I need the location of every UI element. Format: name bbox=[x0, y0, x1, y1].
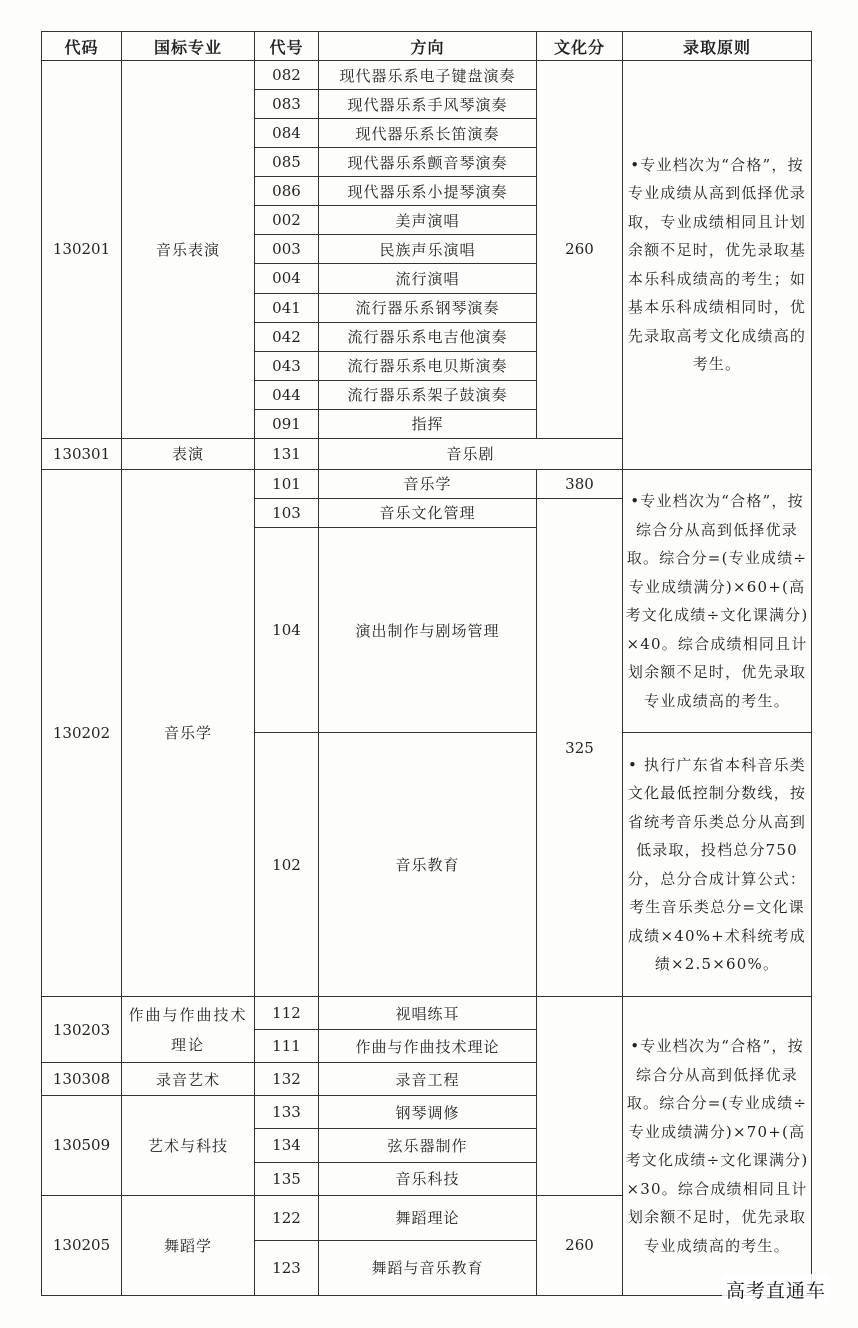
direction-code: 122 bbox=[255, 1195, 319, 1240]
header-major: 国标专业 bbox=[122, 32, 255, 61]
direction-name: 民族声乐演唱 bbox=[319, 235, 537, 264]
direction-name: 指挥 bbox=[319, 409, 537, 438]
direction-name: 流行演唱 bbox=[319, 264, 537, 293]
culture-score: 260 bbox=[537, 1195, 623, 1295]
header-direction: 方向 bbox=[319, 32, 537, 61]
direction-code: 123 bbox=[255, 1240, 319, 1295]
admission-principle: • 执行广东省本科音乐类文化最低控制分数线，按省统考音乐类总分从高到低录取，投档总分750分，总分合成计算公式：考生音乐类总分=文化课成绩×40%+术科统考成绩×2.5×60%。 bbox=[623, 733, 812, 997]
culture-score-empty bbox=[537, 997, 623, 1195]
table-row bbox=[42, 997, 812, 1030]
direction-code: 044 bbox=[255, 380, 319, 409]
table-row bbox=[42, 61, 812, 90]
major-code: 130308 bbox=[42, 1063, 122, 1096]
direction-code: 083 bbox=[255, 90, 319, 119]
direction-name: 音乐剧 bbox=[319, 438, 623, 469]
culture-score: 260 bbox=[537, 61, 623, 439]
direction-name: 流行器乐系电吉他演奏 bbox=[319, 322, 537, 351]
major-name: 作曲与作曲技术理论 bbox=[122, 997, 255, 1063]
header-row bbox=[42, 32, 812, 61]
direction-code: 042 bbox=[255, 322, 319, 351]
direction-code: 132 bbox=[255, 1063, 319, 1096]
direction-name: 音乐学 bbox=[319, 469, 537, 498]
culture-score: 380 bbox=[537, 469, 623, 498]
header-culture-score: 文化分 bbox=[537, 32, 623, 61]
major-name: 艺术与科技 bbox=[122, 1096, 255, 1195]
direction-code: 104 bbox=[255, 528, 319, 733]
direction-code: 101 bbox=[255, 469, 319, 498]
major-code: 130201 bbox=[42, 61, 122, 439]
major-code: 130202 bbox=[42, 469, 122, 996]
direction-code: 091 bbox=[255, 409, 319, 438]
major-code: 130205 bbox=[42, 1195, 122, 1295]
direction-name: 演出制作与剧场管理 bbox=[319, 528, 537, 733]
direction-code: 004 bbox=[255, 264, 319, 293]
direction-name: 现代器乐系颤音琴演奏 bbox=[319, 148, 537, 177]
direction-code: 003 bbox=[255, 235, 319, 264]
direction-code: 133 bbox=[255, 1096, 319, 1129]
culture-score: 325 bbox=[537, 498, 623, 996]
direction-name: 现代器乐系长笛演奏 bbox=[319, 119, 537, 148]
major-name: 音乐学 bbox=[122, 469, 255, 996]
direction-code: 085 bbox=[255, 148, 319, 177]
major-name: 音乐表演 bbox=[122, 61, 255, 439]
direction-name: 舞蹈理论 bbox=[319, 1195, 537, 1240]
direction-code: 134 bbox=[255, 1129, 319, 1162]
direction-name: 视唱练耳 bbox=[319, 997, 537, 1030]
watermark-text: 高考直通车 bbox=[722, 1274, 830, 1305]
direction-code: 041 bbox=[255, 293, 319, 322]
major-code: 130203 bbox=[42, 997, 122, 1063]
major-name: 表演 bbox=[122, 438, 255, 469]
table-row bbox=[42, 469, 812, 498]
major-name: 录音艺术 bbox=[122, 1063, 255, 1096]
direction-name: 现代器乐系电子键盘演奏 bbox=[319, 61, 537, 90]
direction-name: 钢琴调修 bbox=[319, 1096, 537, 1129]
direction-code: 135 bbox=[255, 1162, 319, 1195]
direction-name: 流行器乐系钢琴演奏 bbox=[319, 293, 537, 322]
header-admission-principle: 录取原则 bbox=[623, 32, 812, 61]
direction-name: 现代器乐系手风琴演奏 bbox=[319, 90, 537, 119]
major-code: 130301 bbox=[42, 438, 122, 469]
header-direction-code: 代号 bbox=[255, 32, 319, 61]
direction-name: 现代器乐系小提琴演奏 bbox=[319, 177, 537, 206]
admission-table bbox=[41, 31, 812, 1296]
admission-principle: •专业档次为“合格”，按专业成绩从高到低择优录取，专业成绩相同且计划余额不足时，优先录取基本乐科成绩高的考生；如基本乐科成绩相同时，优先录取高考文化成绩高的考生。 bbox=[623, 61, 812, 470]
direction-code: 111 bbox=[255, 1030, 319, 1063]
direction-code: 102 bbox=[255, 733, 319, 997]
admission-principle: •专业档次为“合格”，按综合分从高到低择优录取。综合分=(专业成绩÷专业成绩满分)×60+(高考文化成绩÷文化课满分)×40。综合成绩相同且计划余额不足时，优先录取专业成绩高的考生。 bbox=[623, 469, 812, 733]
major-code: 130509 bbox=[42, 1096, 122, 1195]
direction-code: 082 bbox=[255, 61, 319, 90]
direction-code: 086 bbox=[255, 177, 319, 206]
direction-name: 录音工程 bbox=[319, 1063, 537, 1096]
direction-name: 美声演唱 bbox=[319, 206, 537, 235]
direction-code: 131 bbox=[255, 438, 319, 469]
direction-name: 流行器乐系电贝斯演奏 bbox=[319, 351, 537, 380]
direction-code: 112 bbox=[255, 997, 319, 1030]
direction-name: 音乐教育 bbox=[319, 733, 537, 997]
header-code: 代码 bbox=[42, 32, 122, 61]
direction-code: 103 bbox=[255, 498, 319, 527]
direction-code: 084 bbox=[255, 119, 319, 148]
direction-code: 002 bbox=[255, 206, 319, 235]
direction-name: 流行器乐系架子鼓演奏 bbox=[319, 380, 537, 409]
direction-name: 作曲与作曲技术理论 bbox=[319, 1030, 537, 1063]
admission-principle: •专业档次为“合格”，按综合分从高到低择优录取。综合分=(专业成绩÷专业成绩满分)×70+(高考文化成绩÷文化课满分)×30。综合成绩相同且计划余额不足时，优先录取专业成绩高的考生。 bbox=[623, 997, 812, 1296]
direction-name: 音乐科技 bbox=[319, 1162, 537, 1195]
direction-name: 舞蹈与音乐教育 bbox=[319, 1240, 537, 1295]
major-name: 舞蹈学 bbox=[122, 1195, 255, 1295]
direction-code: 043 bbox=[255, 351, 319, 380]
direction-name: 弦乐器制作 bbox=[319, 1129, 537, 1162]
direction-name: 音乐文化管理 bbox=[319, 498, 537, 527]
